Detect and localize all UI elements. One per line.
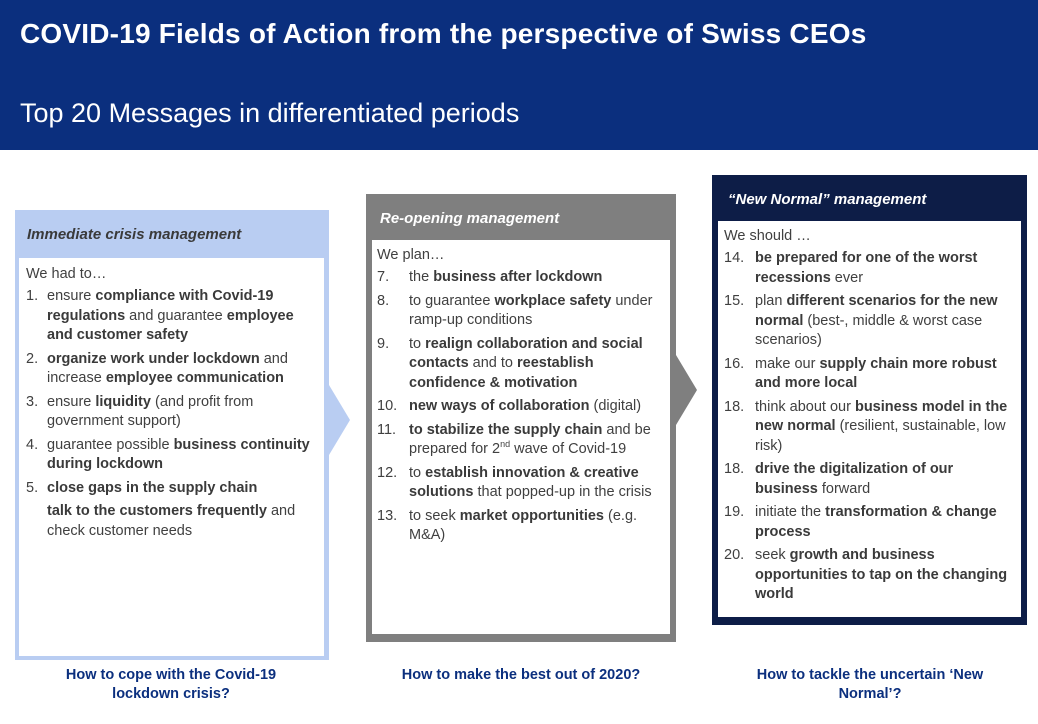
message-text: [755, 398, 1014, 457]
message-number: 19.: [724, 504, 745, 520]
message-text: [409, 292, 663, 331]
message-highlight: realign collaboration and social contacts: [409, 335, 643, 371]
message-list: [377, 268, 663, 546]
message-highlight: business continuity during lockdown: [47, 436, 310, 472]
message-item: [724, 249, 1014, 288]
message-text: [755, 249, 1014, 288]
column-title: “New Normal” management: [728, 191, 927, 208]
message-item: [377, 292, 663, 331]
question-crisis: How to cope with the Covid-19 lockdown crisis?: [65, 667, 277, 702]
message-segment: to seek: [409, 507, 460, 524]
column-intro: We had to…: [26, 266, 107, 282]
column-immediate-crisis: [15, 210, 329, 660]
message-highlight: compliance with Covid-19 regulations: [47, 288, 274, 324]
message-item: [377, 335, 663, 394]
message-text: [409, 397, 663, 417]
message-item: [724, 355, 1014, 394]
message-segment: and to: [468, 355, 518, 371]
message-item: [26, 436, 317, 475]
column-new-normal: [712, 175, 1027, 625]
message-segment: seek: [755, 547, 790, 563]
message-text: [755, 292, 1014, 351]
arrow-right-icon: [326, 380, 352, 460]
message-highlight: to stabilize the supply chain: [409, 421, 603, 438]
message-highlight: employee and customer safety: [47, 307, 294, 343]
message-text: [409, 464, 663, 503]
message-number: 5.: [26, 479, 39, 496]
message-item: [377, 507, 663, 546]
message-number: 18.: [724, 398, 745, 415]
column-title: Re-opening management: [380, 210, 560, 227]
message-highlight: close gaps in the supply chain: [47, 479, 258, 496]
message-highlight: growth and business opportunities to tap on the changing world: [755, 547, 1008, 602]
message-highlight: transformation & change process: [755, 504, 997, 540]
message-segment: make our: [755, 355, 820, 372]
message-text: [755, 460, 1014, 499]
message-segment: (resilient, sustainable, low risk): [755, 418, 1006, 454]
page-title: COVID-19 Fields of Action from the perspective of Swiss CEOs: [20, 18, 867, 49]
message-segment: (and profit from government support): [47, 393, 254, 429]
message-text: [47, 287, 317, 346]
message-segment: to: [409, 335, 426, 352]
message-highlight: drive the digitalization of our business: [755, 461, 954, 497]
message-item: [377, 421, 663, 460]
message-segment: and check customer needs: [47, 503, 296, 539]
message-highlight: business after lockdown: [433, 269, 603, 285]
message-text: [47, 479, 317, 499]
message-item: [724, 460, 1014, 499]
message-item: [724, 292, 1014, 351]
message-number: 4.: [26, 436, 39, 453]
message-number: 8.: [377, 292, 390, 309]
message-highlight: supply chain more robust and more local: [755, 355, 997, 391]
column-body: [718, 221, 1021, 617]
message-segment: guarantee possible: [47, 436, 174, 453]
message-text: [409, 507, 663, 546]
message-number: 12.: [377, 464, 398, 481]
message-highlight: liquidity: [95, 393, 151, 410]
message-item: [26, 502, 317, 541]
message-highlight: talk to the customers frequently: [47, 503, 267, 519]
message-segment: ensure: [47, 288, 96, 304]
arrow-right-icon: [673, 350, 699, 430]
message-number: 10.: [377, 398, 398, 414]
message-number: [26, 502, 47, 541]
message-text: [409, 268, 663, 288]
message-segment: (digital): [589, 398, 642, 414]
message-segment: nd: [500, 439, 511, 450]
message-highlight: different scenarios for the new normal: [755, 293, 998, 329]
message-number: 7.: [377, 269, 390, 285]
message-item: [26, 479, 317, 499]
message-text: [755, 355, 1014, 394]
message-text: [47, 502, 317, 541]
message-segment: and be prepared for 2: [409, 421, 651, 457]
message-number: 15.: [724, 293, 745, 309]
column-intro: We plan…: [377, 247, 445, 263]
message-highlight: market opportunities: [459, 507, 604, 524]
message-highlight: new ways of collaboration: [409, 398, 590, 414]
message-text: [47, 350, 317, 389]
message-highlight: establish innovation & creative solutions: [409, 464, 639, 500]
header-banner: [0, 0, 1038, 150]
message-number: 18.: [724, 461, 745, 477]
message-highlight: be prepared for one of the worst recessions: [755, 250, 978, 286]
message-highlight: reestablish confidence & motivation: [409, 355, 594, 391]
message-highlight: employee communication: [105, 370, 284, 386]
message-number: 1.: [26, 288, 39, 304]
message-text: [409, 335, 663, 394]
column-title: Immediate crisis management: [27, 226, 242, 243]
message-number: 3.: [26, 393, 39, 410]
message-number: 16.: [724, 355, 745, 372]
message-segment: under ramp-up conditions: [409, 292, 653, 328]
column-intro: We should …: [724, 228, 811, 244]
message-segment: initiate the: [755, 504, 826, 520]
message-highlight: business model in the new normal: [755, 398, 1008, 434]
message-segment: wave of Covid-19: [510, 441, 627, 457]
message-segment: the: [409, 269, 434, 285]
message-segment: (e.g. M&A): [409, 507, 638, 543]
message-segment: (best-, middle & worst case scenarios): [755, 312, 983, 348]
message-number: 11.: [377, 421, 397, 438]
message-list: [724, 249, 1014, 605]
message-segment: plan: [755, 293, 787, 309]
message-segment: to: [409, 464, 426, 481]
message-item: [724, 503, 1014, 542]
message-item: [377, 268, 663, 288]
message-segment: to guarantee: [409, 292, 495, 309]
column-reopening: [366, 194, 676, 642]
message-item: [724, 546, 1014, 605]
message-segment: and guarantee: [125, 307, 227, 324]
message-highlight: workplace safety: [494, 292, 612, 309]
message-segment: ever: [830, 269, 864, 286]
question-new-normal: How to tackle the uncertain ‘New Normal’?: [756, 667, 984, 702]
message-highlight: organize work under lockdown: [47, 350, 260, 367]
message-item: [26, 350, 317, 389]
message-item: [377, 397, 663, 417]
message-list: [26, 287, 317, 541]
message-segment: think about our: [755, 398, 855, 415]
message-text: [47, 393, 317, 432]
message-segment: that popped-up in the crisis: [473, 484, 652, 500]
message-item: [724, 398, 1014, 457]
question-reopening: How to make the best out of 2020?: [401, 667, 641, 683]
message-number: 9.: [377, 335, 390, 352]
message-segment: ensure: [47, 393, 96, 410]
column-body: [19, 258, 324, 656]
message-item: [26, 393, 317, 432]
message-text: [755, 503, 1014, 542]
message-text: [47, 436, 317, 475]
message-text: [409, 421, 663, 460]
message-item: [377, 464, 663, 503]
message-number: 20.: [724, 547, 745, 563]
message-number: 14.: [724, 250, 745, 266]
message-number: 13.: [377, 507, 398, 524]
message-item: [26, 287, 317, 346]
message-text: [755, 546, 1014, 605]
message-number: 2.: [26, 350, 39, 367]
message-segment: forward: [817, 480, 871, 497]
page-subtitle: Top 20 Messages in differentiated periods: [20, 98, 520, 128]
message-segment: and increase: [47, 350, 288, 386]
column-body: [372, 240, 670, 634]
